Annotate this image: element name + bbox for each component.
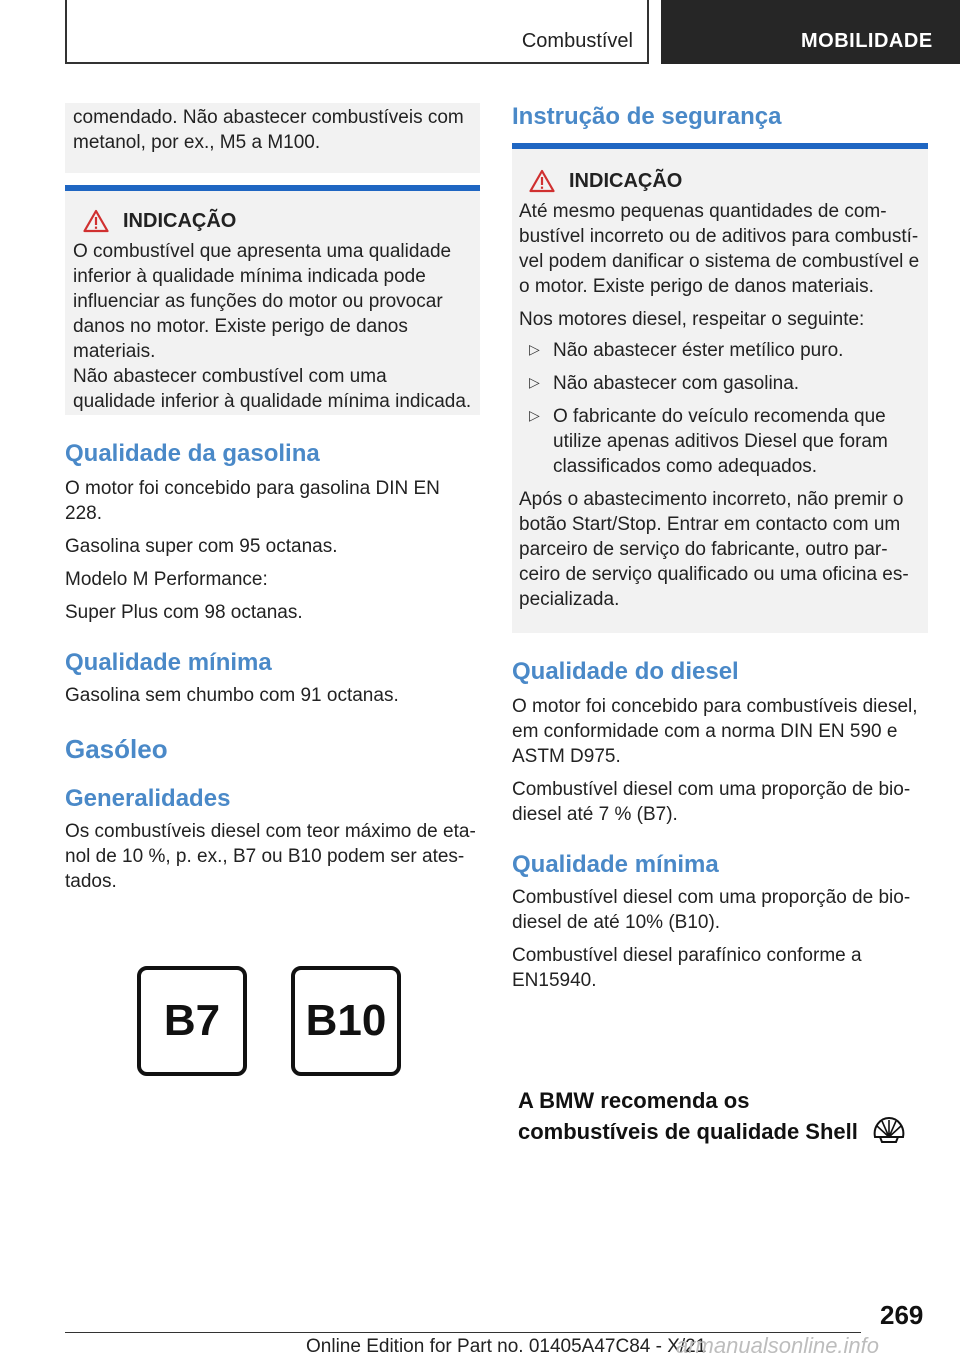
shell-advert-line-2: combustíveis de qualidade Shell: [518, 1115, 906, 1146]
warning-title-left: INDICAÇÃO: [73, 209, 472, 233]
shell-advert: [518, 1087, 906, 1146]
list-item: ▷ Não abastecer com gasolina.: [519, 371, 920, 396]
heading-diesel-quality: Qualidade do diesel: [512, 658, 739, 685]
continued-note-text: comendado. Não abastecer combustíveis com metanol, por ex., M5 a M100.: [73, 107, 464, 153]
fuel-label-b10: B10: [291, 966, 401, 1076]
header-section-title: Combustível: [521, 30, 633, 52]
heading-min-quality-right: Qualidade mínima: [512, 851, 719, 878]
right-column-body: [512, 658, 926, 993]
heading-gasoline-quality: Qualidade da gasolina: [65, 440, 320, 467]
gasoline-text-1: O motor foi concebido para gasolina DIN EN 228.: [65, 478, 440, 524]
heading-diesel: Gasóleo: [65, 734, 168, 764]
gasoline-text-2: Gasolina super com 95 octanas.: [65, 536, 338, 557]
bullet-triangle-icon: ▷: [529, 407, 540, 423]
gasoline-text-3: Modelo M Performance:: [65, 569, 268, 590]
min-quality-right-text-2: Combustível diesel parafínico conforme a EN15940.: [512, 945, 862, 991]
page-number: 269: [880, 1300, 924, 1330]
warning-text-right-3: Após o abastecimento incorreto, não premir o botão Start/Stop. Entrar em contacto com um parceiro de serviço do fabricante, outro parceiro de serviço qualificado ou uma oficina especializada.: [519, 489, 909, 610]
warning-text-right-2: Nos motores diesel, respeitar o seguinte:: [519, 309, 865, 330]
bullet-triangle-icon: ▷: [529, 341, 540, 357]
continued-note-box: [65, 103, 480, 173]
warning-triangle-icon: [529, 169, 555, 193]
list-item: ▷ O fabricante do veículo recomenda que utilize apenas aditivos Diesel que foram classificados como adequados.: [519, 404, 920, 479]
warning-text-left-2: Não abastecer combustível com uma qualidade inferior à qualidade mínima indicada.: [73, 366, 472, 412]
left-column-body: [65, 440, 477, 894]
list-item: ▷ Não abastecer éster metílico puro.: [519, 338, 920, 363]
warning-title-right: INDICAÇÃO: [519, 169, 920, 193]
min-quality-right-text-1: Combustível diesel com uma proporção de biodiesel de até 10% (B10).: [512, 887, 911, 933]
footer-edition: Online Edition for Part no. 01405A47C84 - X/21: [306, 1336, 707, 1357]
header-chapter-box: [661, 0, 960, 64]
heading-safety: Instrução de segurança: [512, 103, 782, 130]
diesel-quality-text-2: Combustível diesel com uma proporção de biodiesel até 7 % (B7).: [512, 779, 911, 825]
shell-logo-icon: [872, 1115, 906, 1145]
heading-min-quality-left: Qualidade mínima: [65, 649, 272, 676]
diesel-quality-text-1: O motor foi concebido para combustíveis diesel, em conformidade com a norma DIN EN 590 e ASTM D975.: [512, 696, 918, 767]
header-chapter-title: MOBILIDADE: [801, 30, 933, 52]
general-text: Os combustíveis diesel com teor máximo de etanol de 10 %, p. ex., B7 ou B10 podem ser atestados.: [65, 821, 476, 892]
warning-box-right: [512, 149, 928, 633]
shell-advert-line-1: A BMW recomenda os: [518, 1088, 750, 1113]
warning-box-left: [65, 191, 480, 415]
bullet-triangle-icon: ▷: [529, 374, 540, 390]
min-quality-left-text: Gasolina sem chumbo com 91 octanas.: [65, 685, 399, 706]
heading-general: Generalidades: [65, 785, 231, 812]
footer-watermark: armanualsonline.info: [676, 1333, 880, 1358]
header-section-box: [65, 0, 649, 64]
warning-triangle-icon: [83, 209, 109, 233]
fuel-label-b7: B7: [137, 966, 247, 1076]
gasoline-text-4: Super Plus com 98 octanas.: [65, 602, 303, 623]
warning-text-left-1: O combustível que apresenta uma qualidade inferior à qualidade mínima indicada pode influenciar as funções do motor ou provocar danos no motor. Existe perigo de danos materiais.: [73, 241, 452, 362]
warning-text-right-1: Até mesmo pequenas quantidades de combustível incorreto ou de aditivos para combustível podem danificar o sistema de combustível e o motor. Existe perigo de danos materiais.: [519, 201, 920, 297]
